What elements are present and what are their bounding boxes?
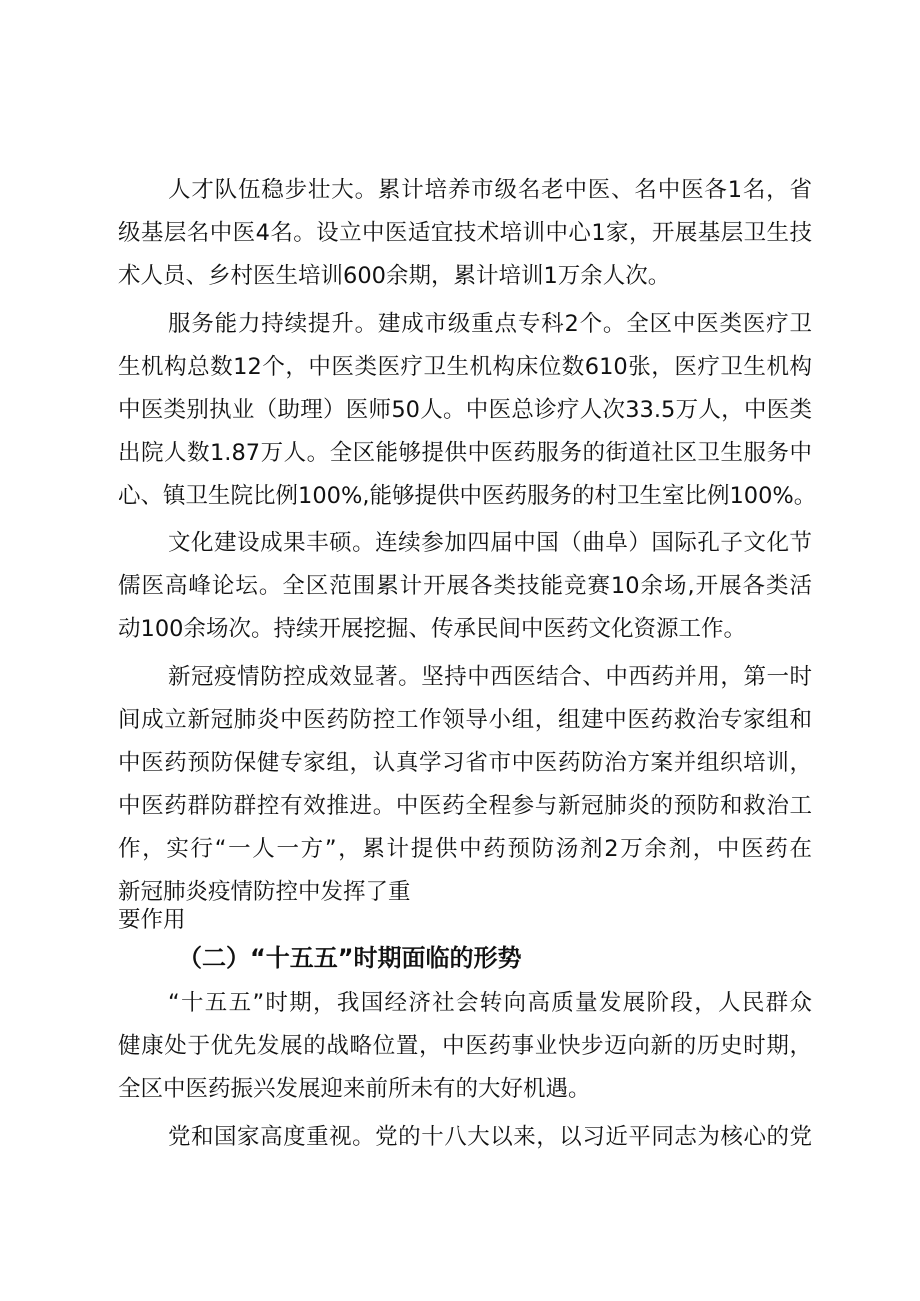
paragraph-talent-line-1: 人才队伍稳步壮大。累计培养市级名老中医、名中医各1名，省 (168, 177, 812, 203)
paragraph-service-line-1: 服务能力持续提升。建成市级重点专科2个。全区中医类医疗卫 (168, 311, 812, 337)
paragraph-service-line-3: 中医类别执业（助理）医师50人。中医总诊疗人次33.5万人，中医类 (118, 397, 812, 423)
section-heading: （二）“十五五”时期面临的形势 (178, 944, 522, 972)
paragraph-culture-line-2: 儒医高峰论坛。全区范围累计开展各类技能竞赛10余场,开展各类活 (118, 573, 812, 599)
paragraph-culture-line-1: 文化建设成果丰硕。连续参加四届中国（曲阜）国际孔子文化节 (168, 530, 812, 556)
paragraph-party-line-1: 党和国家高度重视。党的十八大以来，以习近平同志为核心的党 (168, 1124, 812, 1150)
paragraph-covid-line-6: 新冠肺炎疫情防控中发挥了重 (118, 879, 411, 905)
paragraph-covid-line-3: 中医药预防保健专家组，认真学习省市中医药防治方案并组织培训， (118, 750, 812, 776)
paragraph-talent-line-2: 级基层名中医4名。设立中医适宜技术培训中心1家，开展基层卫生技 (118, 220, 812, 246)
paragraph-covid-line-1: 新冠疫情防控成效显著。坚持中西医结合、中西药并用，第一时 (168, 664, 812, 690)
paragraph-covid-line-7: 要作用 (118, 907, 186, 933)
paragraph-service-line-5: 心、镇卫生院比例100%,能够提供中医药服务的村卫生室比例100%。 (118, 483, 817, 509)
paragraph-service-line-2: 生机构总数12个，中医类医疗卫生机构床位数610张，医疗卫生机构 (118, 354, 812, 380)
paragraph-service-line-4: 出院人数1.87万人。全区能够提供中医药服务的街道社区卫生服务中 (118, 440, 812, 466)
paragraph-culture-line-3: 动100余场次。持续开展挖掘、传承民间中医药文化资源工作。 (118, 616, 746, 642)
paragraph-covid-line-5: 作，实行“一人一方”，累计提供中药预防汤剂2万余剂，中医药在 (118, 836, 812, 862)
paragraph-situation-line-3: 全区中医药振兴发展迎来前所未有的大好机遇。 (118, 1076, 591, 1102)
paragraph-talent-line-3: 术人员、乡村医生培训600余期，累计培训1万余人次。 (118, 263, 671, 289)
paragraph-covid-line-4: 中医药群防群控有效推进。中医药全程参与新冠肺炎的预防和救治工 (118, 793, 812, 819)
paragraph-covid-line-2: 间成立新冠肺炎中医药防控工作领导小组，组建中医药救治专家组和 (118, 707, 812, 733)
paragraph-situation-line-2: 健康处于优先发展的战略位置，中医药事业快步迈向新的历史时期， (118, 1033, 812, 1059)
paragraph-situation-line-1: “十五五”时期，我国经济社会转向高质量发展阶段，人民群众 (168, 990, 812, 1016)
